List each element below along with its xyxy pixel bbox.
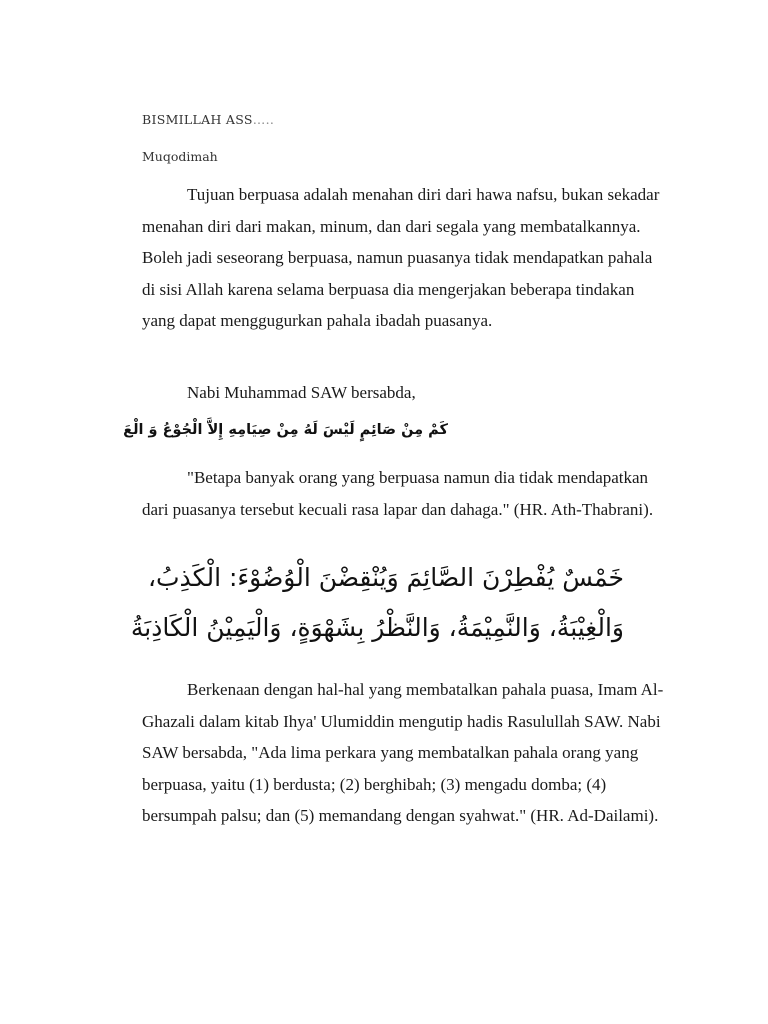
document-title-dots: …..: [252, 112, 275, 127]
hadith-arabic-text: كَمْ مِنْ صَائِمٍ لَيْسَ لَهُ مِنْ صِيَامِهِ إِلاَّ الْجُوْعُ وَ الْعَ: [123, 422, 448, 438]
hadith-intro: Nabi Muhammad SAW bersabda,: [187, 383, 416, 402]
arabic-quote-line-2: وَالْغِيْبَةُ، وَالنَّمِيْمَةُ، وَالنَّظْرُ بِشَهْوَةٍ، وَالْيَمِيْنُ الْكَاذِبَةُ: [130, 613, 624, 642]
section-heading: Muqodimah: [142, 149, 218, 164]
document-title: [142, 112, 274, 127]
explanation-paragraph: Berkenaan dengan hal-hal yang membatalkan pahala puasa, Imam Al-Ghazali dalam kitab Ihya' Ulumiddin mengutip hadis Rasulullah SAW. Nabi SAW bersabda, "Ada lima perkara yang membatalkan pahala orang yang berpuasa, yaitu (1) berdusta; (2) berghibah; (3) mengadu domba; (4) bersumpah palsu; dan (5) memandang dengan syahwat." (HR. Ad-Dailami).: [142, 680, 664, 825]
intro-paragraph: Tujuan berpuasa adalah menahan diri dari hawa nafsu, bukan sekadar menahan diri dari makan, minum, dan dari segala yang membatalkannya. Boleh jadi seseorang berpuasa, namun puasanya tidak mendapatkan pahala di sisi Allah karena selama berpuasa dia mengerjakan beberapa tindakan yang dapat menggugurkan pahala ibadah puasanya.: [142, 185, 660, 330]
arabic-quote-line-1: خَمْسٌ يُفْطِرْنَ الصَّائِمَ وَيُنْقِضْنَ الْوُضُوْءَ: الْكَذِبُ،: [147, 563, 624, 592]
hadith-translation: "Betapa banyak orang yang berpuasa namun dia tidak mendapatkan dari puasanya tersebut kecuali rasa lapar dan dahaga." (HR. Ath-Thabrani).: [142, 468, 654, 519]
document-title-text: BISMILLAH ASS: [142, 112, 253, 127]
